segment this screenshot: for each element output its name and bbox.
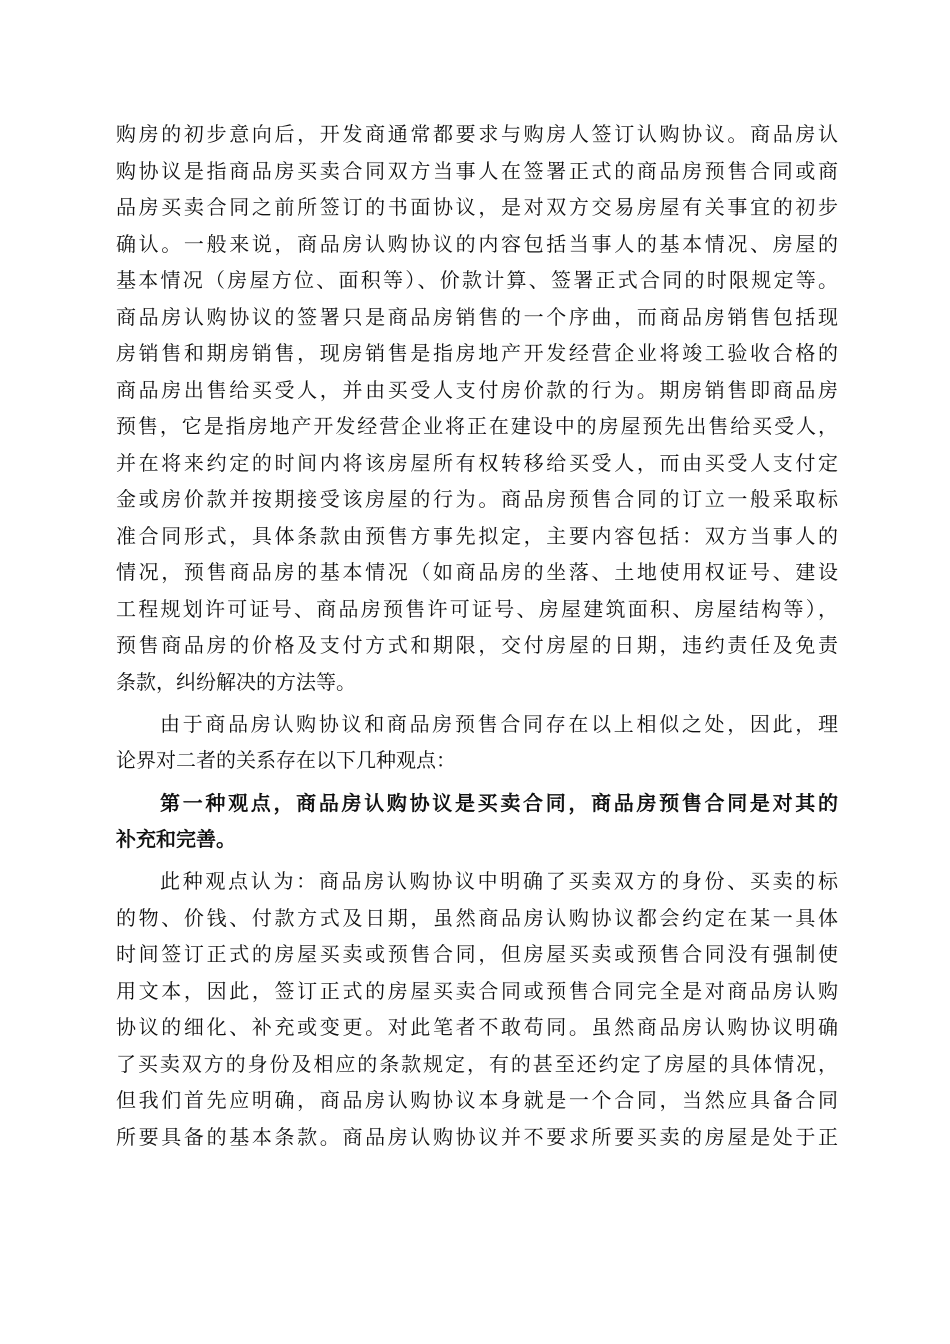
text-line: 商品房认购协议的签署只是商品房销售的一个序曲，而商品房销售包括现 — [116, 304, 838, 329]
text-line: 论界对二者的关系存在以下几种观点： — [116, 748, 456, 773]
text-line: 商品房出售给买受人，并由买受人支付房价款的行为。期房销售即商品房 — [116, 377, 838, 402]
text-line: 预售，它是指房地产开发经营企业将正在建设中的房屋预先出售给买受人， — [116, 414, 838, 438]
text-line: 准合同形式，具体条款由预售方事先拟定，主要内容包括：双方当事人的 — [116, 523, 838, 548]
text-line: 品房买卖合同之前所签订的书面协议，是对双方交易房屋有关事宜的初步 — [116, 195, 838, 219]
text-line: 工程规划许可证号、商品房预售许可证号、房屋建筑面积、房屋结构等）， — [116, 596, 838, 621]
text-line: 所要具备的基本条款。商品房认购协议并不要求所要买卖的房屋是处于正 — [116, 1124, 838, 1149]
text-line: 但我们首先应明确，商品房认购协议本身就是一个合同，当然应具备合同 — [116, 1088, 838, 1113]
text-line: 并在将来约定的时间内将该房屋所有权转移给买受人，而由买受人支付定 — [116, 450, 838, 475]
text-line: 基本情况（房屋方位、面积等）、价款计算、签署正式合同的时限规定等。 — [116, 268, 838, 292]
paragraph-theory-views-intro — [116, 706, 838, 779]
text-line: 补充和完善。 — [116, 827, 236, 852]
text-line: 时间签订正式的房屋买卖或预售合同，但房屋买卖或预售合同没有强制使 — [116, 942, 838, 967]
text-line: 第一种观点，商品房认购协议是买卖合同，商品房预售合同是对其的 — [160, 790, 838, 815]
text-line: 购协议是指商品房买卖合同双方当事人在签署正式的商品房预售合同或商 — [116, 158, 838, 183]
text-line: 用文本，因此，签订正式的房屋买卖合同或预售合同完全是对商品房认购 — [116, 978, 838, 1003]
text-line: 的物、价钱、付款方式及日期，虽然商品房认购协议都会约定在某一具体 — [116, 905, 838, 930]
heading-first-view — [116, 785, 838, 858]
paragraph-first-view-analysis — [116, 863, 838, 1155]
text-line: 由于商品房认购协议和商品房预售合同存在以上相似之处，因此，理 — [160, 711, 838, 736]
text-line: 此种观点认为：商品房认购协议中明确了买卖双方的身份、买卖的标 — [160, 869, 838, 894]
text-line: 条款，纠纷解决的方法等。 — [116, 669, 356, 694]
text-line: 情况，预售商品房的基本情况（如商品房的坐落、土地使用权证号、建设 — [116, 560, 838, 584]
text-line: 协议的细化、补充或变更。对此笔者不敢苟同。虽然商品房认购协议明确 — [116, 1015, 838, 1040]
text-line: 预售商品房的价格及支付方式和期限，交付房屋的日期，违约责任及免责 — [116, 633, 838, 657]
text-line: 金或房价款并按期接受该房屋的行为。商品房预售合同的订立一般采取标 — [116, 487, 838, 511]
text-line: 确认。一般来说，商品房认购协议的内容包括当事人的基本情况、房屋的 — [116, 231, 838, 256]
document-body — [116, 116, 838, 1155]
text-line: 房销售和期房销售，现房销售是指房地产开发经营企业将竣工验收合格的 — [116, 341, 838, 365]
text-line: 购房的初步意向后，开发商通常都要求与购房人签订认购协议。商品房认 — [116, 122, 838, 146]
text-line: 了买卖双方的身份及相应的条款规定，有的甚至还约定了房屋的具体情况， — [116, 1051, 838, 1076]
paragraph-contract-background — [116, 116, 838, 700]
